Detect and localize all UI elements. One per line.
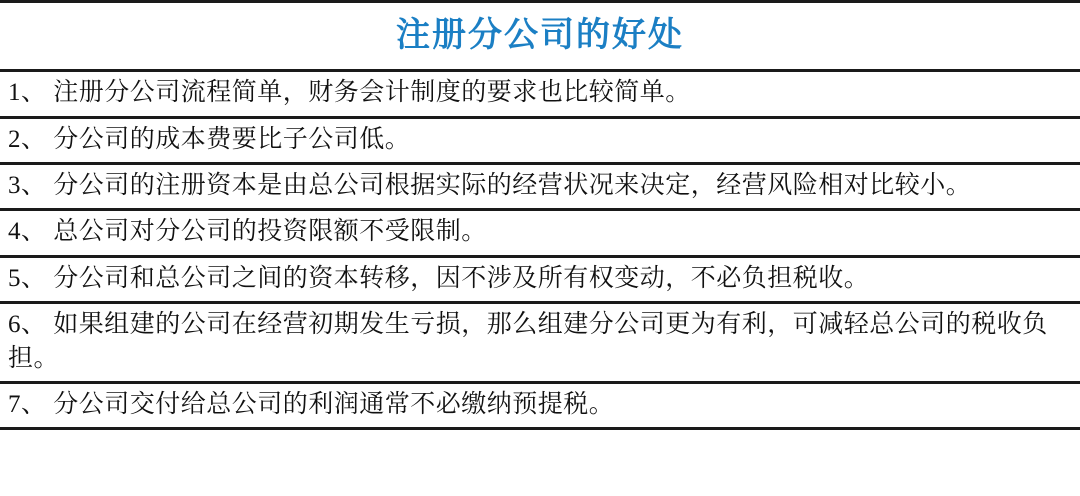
list-item: [0, 119, 1080, 166]
list-item: [0, 384, 1080, 431]
list-item-text: 6、 如果组建的公司在经营初期发生亏损，那么组建分公司更为有利，可减轻总公司的税收负担。: [8, 310, 1048, 372]
list-item: [0, 72, 1080, 119]
list-item: [0, 211, 1080, 258]
list-item: [0, 165, 1080, 211]
title-row: [0, 0, 1080, 72]
page-title: 注册分公司的好处: [396, 17, 684, 55]
list-item-text: 5、 分公司和总公司之间的资本转移，因不涉及所有权变动，不必负担税收。: [8, 264, 870, 292]
list-item-text: 4、 总公司对分公司的投资限额不受限制。: [8, 218, 487, 245]
list-item: [0, 258, 1080, 304]
list-item: [0, 304, 1080, 384]
list-item-text: 1、 注册分公司流程简单，财务会计制度的要求也比较简单。: [8, 79, 691, 106]
list-item-text: 3、 分公司的注册资本是由总公司根据实际的经营状况来决定，经营风险相对比较小。: [8, 172, 972, 199]
list-item-text: 2、 分公司的成本费要比子公司低。: [8, 125, 411, 153]
benefits-list: [0, 72, 1080, 496]
list-item-text: 7、 分公司交付给总公司的利润通常不必缴纳预提税。: [8, 390, 615, 418]
